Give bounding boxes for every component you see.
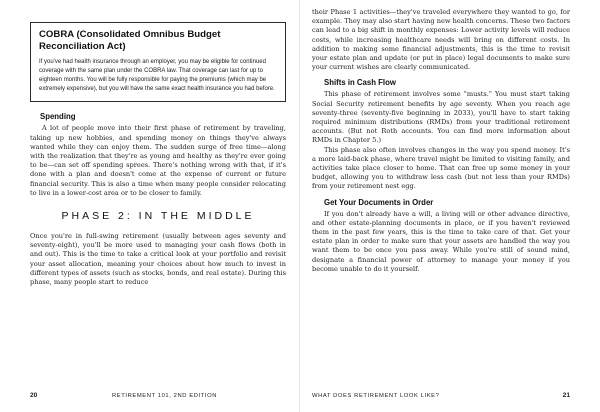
- phase-2-paragraph: Once you're in full-swing retirement (usually between ages seventy and seventy-eight), you'll be more used to managing your cash flows (both in and out). This is the time to take a critical look at your portfolio and revisit your asset allocation, meaning your choices about how much to invest in different types of assets (such as stocks, bonds, and real estate). During this phase, many people start to reduce: [30, 232, 286, 287]
- cash-flow-paragraph-1: This phase of retirement involves some "musts." You must start taking Social Security retirement benefits by age seventy. When you reach age seventy-three (seventy-five beginning in 2033), you'll have to start taking required minimum distributions (RMDs) from your traditional retirement accounts. (But not Roth accounts. You can find more information about RMDs in Chapter 5.): [312, 90, 570, 145]
- left-page-number: 20: [30, 392, 38, 399]
- sidebar-title: COBRA (Consolidated Omnibus Budget Reconciliation Act): [39, 29, 221, 52]
- right-page-number: 21: [562, 392, 570, 399]
- cobra-sidebar-box: [30, 22, 286, 102]
- right-running-head: WHAT DOES RETIREMENT LOOK LIKE?: [312, 393, 440, 399]
- intro-paragraph: their Phase 1 activities—they've traveled everywhere they wanted to go, for example. They may also start having new health concerns. These two factors can lead to a big shift in monthly expenses: Lower activity levels will reduce costs, while increasing healthcare needs will bring on different costs. In addition to making some financial adjustments, this is the time to revisit your estate plan and update (or put in place) legal documents to make sure your current wishes are clearly communicated.: [312, 8, 570, 72]
- documents-heading: Get Your Documents in Order: [324, 197, 434, 207]
- sidebar-text: If you've had health insurance through an employer, you may be eligible for continued coverage with the same plan under the COBRA law. That coverage can last for up to eighteen months. You will be fully responsible for paying the premiums (which may be extremely expensive), but you will have the same exact health insurance you had before.: [39, 59, 275, 93]
- left-running-head: RETIREMENT 101, 2ND EDITION: [112, 393, 217, 399]
- documents-paragraph: If you don't already have a will, a living will or other advance directive, and other estate-planning documents in place, or if you haven't reviewed them in the past few years, this is the time to take care of that. Get your estate plan in order to make sure that your assets are handled the way you want them to be once you pass away. While you're still of sound mind, designate a financial power of attorney to manage your money if you become unable to do it yourself.: [312, 209, 570, 273]
- spending-paragraph: A lot of people move into their first phase of retirement by traveling, taking up new hobbies, and spending money on things they've always wanted while they can enjoy them. The sudden surge of free time—along with the realization that they're as young and healthy as they're ever going to be—can set off spending sprees. There's nothing wrong with that, if it's done with a plan and doesn't come at the expense of current or future financial security. This is also a time when many people consider relocating to live in a lower-cost area or to be closer to family.: [30, 124, 286, 197]
- cash-flow-heading: Shifts in Cash Flow: [324, 78, 396, 88]
- phase-2-heading: PHASE 2: IN THE MIDDLE: [61, 210, 255, 222]
- cash-flow-paragraph-2: This phase also often involves changes in the way you spend money. It's a more laid-back phase, where travel might be limited to visiting family, and activities take place closer to home. That can free up some money in your budget, allowing you to withdraw less cash (but not less than your RMDs) from your retirement nest egg.: [312, 145, 570, 191]
- spending-heading: Spending: [40, 112, 76, 122]
- right-page: [300, 0, 600, 412]
